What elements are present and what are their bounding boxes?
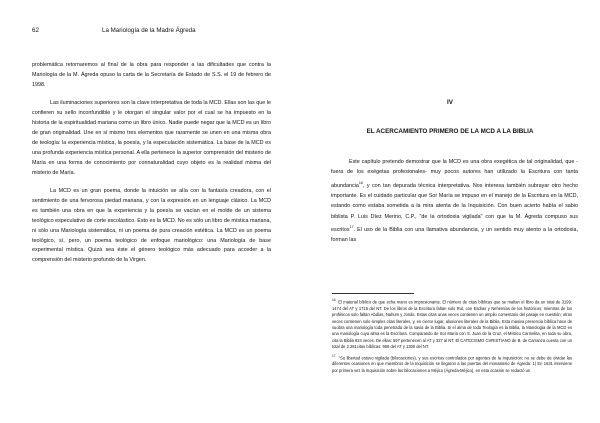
paragraph: Las iluminaciones superiores son la clave interpretativa de toda la MCD. Ellas son las que le confieren su sello inconfundible y le otorgan el singular valor por el cual se ha impuesto en la historia de la espiritualidad mariana como un libro único. Nadie puede negar que la MCD es un libro de gran originalidad. Une en sí mismo tres elementos que raramente se unen en una misma obra de teología: la experiencia mística, la poesía, y la especulación sistemática. La base de la MCD es una profunda experiencia mística personal. A ella pertenece la superior comprensión del misterio de María en una forma de conocimiento por connaturalidad cuyo objeto es la realidad misma del misterio de María. — [32, 100, 271, 176]
footnote-reference: 17 — [349, 225, 354, 230]
body-text-part: . El uso de la Biblia con una llamativa abundancia, y un sentido muy atento a la ortodoxia, forman las — [331, 227, 578, 244]
paragraph: problemática retornaremos al final de la obra para responder a las dificultades que contra la Mariología de la M. Ágreda opuso la carta de la Secretaría de Estado de S.S. el 19 de febrero de 1998. — [32, 62, 271, 88]
footnote-mark: 17 — [332, 353, 336, 358]
footnote-mark: 16 — [332, 298, 336, 302]
paragraph: La MCD es un gran poema, donde la intuición se alía con la fantasía creadora, con el sentimiento de una fervorosa piedad mariana, y con la expresión en un lenguaje clásico. La MCD es también una obra en que la experiencia y la poesía se vacían en el molde de un sistema teológico especulativo de corte escolástico. Esto es la MCD. No es sólo un libro de mística mariana, ni sólo una Mariología sistemática, ni un poema de pura creación estética. La MCD es un poema teológico, sí, pero, un poema teológico de enfoque mariológico: una Mariología de base experimental mística. Quizá sea éste el género teológico más adecuado para acceder a la comprensión del misterio profundo de la Virgen. — [32, 187, 271, 264]
running-title: La Mariología de la Madre Ágreda — [102, 27, 196, 34]
footnote — [332, 297, 572, 351]
body-text-part: , y con tan depurada técnica interpretativa. Nos interesa también subrayar otro hecho importante. Es el cuidado particular que Sor María se impuso en el manejo de la Escritura en la MCD, estando como estaba sometida a la mira atenta de la Inquisición. Con buen acierto había el sabio biblista P. Luis Díez Merino, C.P., "de la ortodoxia vigilada" con que la M. Ágreda compuso sus escritos — [331, 182, 578, 234]
paragraph — [331, 157, 578, 246]
footnote-divider — [332, 293, 414, 294]
body-text — [32, 61, 271, 266]
footnotes — [332, 297, 572, 376]
page-header — [32, 27, 287, 37]
page-number: 62 — [32, 27, 39, 34]
body-text-part: Este capítulo pretendo demostrar que la MCD es una obra exegética de tal originalidad, que -fuera de los exégetas profesionales- muy pocos autores han utilizado la Escritura con tanta abundancia — [331, 159, 578, 189]
section-title: EL ACERCAMIENTO PRIMERO DE LA MCD A LA BIBLIA — [366, 128, 534, 135]
footnote-text: "Su libertad estuvo vigilada (bilocaciones), y sus escritos controlados por agentes de la Inquisición; no se debe de olvidar las diferentes ocasiones en que miembros de la Inquisición se llegaron a las puertas del monasterio de Ágreda: 1) En 1631 interviene por primera vez la Inquisición sobre las bilocaciones a Méjico (Ágreda-Méjico), en esta ocasión se redactó un — [332, 354, 573, 373]
right-page — [300, 0, 600, 423]
footnote-text: El material bíblico de que echa mano es impresionante. El número de citas bíblicas que se maltan el libro da un total de 3199: 1474 del AT y 1715 del NT. De los libros de la Escritura faltan solo Rut, con Esdras y Nehemías de los históricos; mientras de los proféticos solo faltan Abdías, Nahum y Jonás. Estas citas unas veces contienen un amplio comentario del pasaje en cuestión; otras veces contienen solo simples citas literales, y, en cierce lugar, alusiones literales de la Biblia. Esta masiva presencia bíblica hace de suobra una mariología toda penetrada de la savia de la Biblia. Si el alma de toda Teología es la Biblia, la Mariología de la MCD es una mariología cuya alma es la Escritura. Comparando de Sor María con S. Juan de la Cruz, el Místico Carmelita, en toda su obra, cita la Biblia 924 veces. De ellas: 597 pertenecen al AT y 327 al NT. El CATECISMO CHRISTIANO de B. de Carranza cuenta con un total de 2.281citas bíblicas: 968 del AT y 1300 del NT. — [332, 299, 572, 350]
footnote — [332, 353, 572, 375]
footnote-reference: 16 — [358, 180, 363, 185]
body-text — [331, 157, 578, 246]
section-number: IV — [447, 99, 453, 106]
